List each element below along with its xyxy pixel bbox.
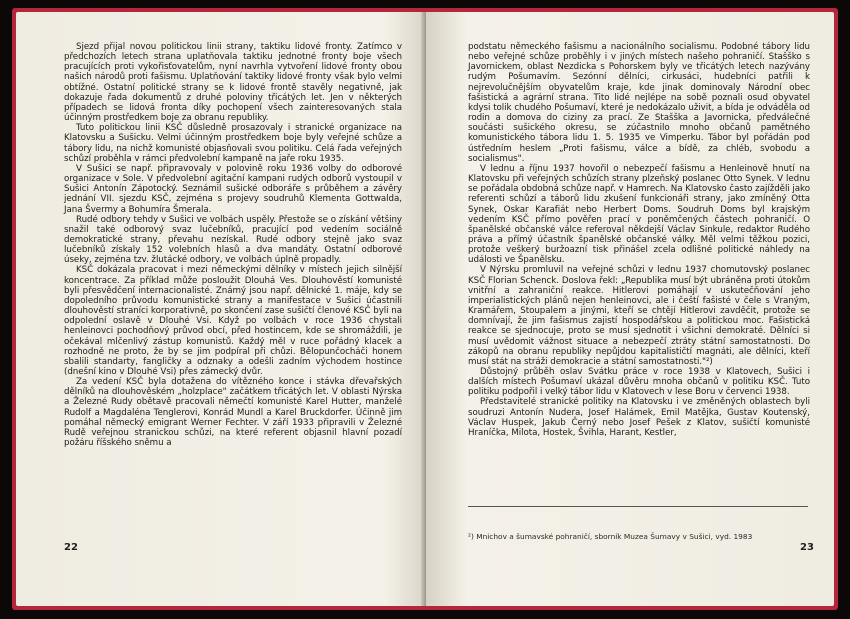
paragraph: Tuto politickou linii KSČ důsledně prosazovaly i stranické organizace na Klatovsku a Sušicku. Velmi účinným prostředkem boje byly veřejné schůze a tábory lidu, na nichž komunisté objasňovali svou politiku. Celá řada veřejných schůzí proběhla v rámci předvolební kampaně na jaře roku 1935. bbox=[64, 123, 402, 164]
paragraph: V Nýrsku promluvil na veřejné schůzi v lednu 1937 chomutovský poslanec KSČ Florian Schenck. Doslova řekl: „Republika musí být ubráněna proti útokům vnitřní a zahraniční reakce. Hitlerovi pomáhají v uskutečňování jeho imperialistických plánů nejen henleinovci, ale i čeští fašisté v čele s Vraným, Kramářem, Stoupalem a jinými, kteří se chtějí Hitlerovi zavděčit, protože se domnívají, že jim fašismus zajistí hospodářskou a politickou moc. Fašistická reakce se sjednocuje, proto se musí sjednotit i všichni demokraté. Dělníci si musí uvědomit vážnost situace a nebezpečí ztráty státní samostatnosti. Do zákopů na obranu republiky nepůjdou kapitalističtí magnáti, ale dělníci, kteří musí stát na stráži demokracie a státní samostatnosti."²) bbox=[468, 265, 810, 367]
paragraph: V lednu a říjnu 1937 hovořil o nebezpečí fašismu a Henleinově hnutí na Klatovsku při veřejných schůzích strany plzeňský poslanec Otto Synek. V lednu se pořádala obdobná schůze např. v Hamrech. Na Klatovsko často zajížděli jako referenti schůzí a táborů lidu zkušení funkcionáři strany, jako zmíněný Otta Synek, Oskar Karafiát nebo Herbert Doms. Soudruh Doms byl krajským vedením KSČ přímo pověřen prací v poněmčených částech pohraničí. O španělské občanské válce referoval někdejší Václav Sinkule, redaktor Rudého práva a přímý účastník španělské občanské války. Měl velmi těžkou pozici, protože veškerý buržoazní tisk přinášel zcela odlišné politické náhledy na události ve Španělsku. bbox=[468, 163, 810, 266]
open-book bbox=[12, 8, 838, 610]
footnote-divider bbox=[468, 506, 808, 507]
paragraph: Sjezd přijal novou politickou linii strany, taktiku lidové fronty. Zatímco v předchozích letech strana uplatňovala taktiku jednotné fronty boje všech pracujících proti vykořisťovatelům, nyní navrhla vytvoření lidové fronty obou našich národů proti fašismu. Uplatňování taktiky lidové fronty však bylo velmi obtížné. Ostatní politické strany se k lidové frontě stavěly negativně, jak dokazuje řada dokumentů z druhé poloviny třicátých let. Jen v některých případech se lidová fronta díky pochopení všech zainteresovaných stala účinným prostředkem boje za obranu republiky. bbox=[64, 42, 402, 124]
paragraph: KSČ dokázala pracovat i mezi německými dělníky v místech jejich silnější koncentrace. Za příklad může posloužit Dlouhá Ves. Dlouhověstí komunisté byli přesvědčení internacionalisté. Známý jsou např. dělnické 1. máje, kdy se dopoledního průvodu komunistické strany a manifestace v Sušici účastnili dlouhověstí straníci korporativně, po skončení zase sušičtí členové KSČ byli na odpolední oslavě v Dlouhé Vsi. Když po volbách v roce 1936 chystali henleinovci pochodňový průvod obcí, před hostincem, kde se shromáždili, je očekával mlčenlivý zástup komunistů. Každý měl v ruce pořádný klacek a rozhodně ne proto, že by se jim podpíral při chůzi. Bělopunčocháči honem sbalili standarty, fangličky a odznaky a odešli zadním východem hostince (dnešní kino v Dlouhé Vsi) přes zámecký dvůr. bbox=[64, 265, 402, 377]
paragraph: V Sušici se např. připravovaly v polovině roku 1936 volby do odborové organizace v Sole. V předvolební agitační kampani rudých odborů vystoupil v Sušici Antonín Zápotocký. Seznámil sušické odboráře s průběhem a závěry jednání VII. sjezdu KSČ, zejména s projevy soudruhů Klementa Gottwalda, Jana Švermy a Bohumíra Šmerala. bbox=[64, 163, 402, 215]
page-number: 22 bbox=[64, 542, 78, 553]
paragraph: Představitelé stranické politiky na Klatovsku i ve změněných oblastech byli soudruzi Antonín Nudera, Josef Halámek, Emil Matějka, Gustav Koutenský, Václav Huspek, Jakub Černý nebo Josef Pešek z Klatov, sušičtí komunisté Hraníčka, Milota, Hostek, Švihla, Harant, Kestler, bbox=[468, 397, 810, 438]
paragraph: Za vedení KSČ byla dotažena do vítězného konce i stávka dřevařských dělníků na dlouhověském „holzplace" začátkem třicátých let. V oblasti Nýrska a Železné Rudy obětavě pracovali němečtí komunisté Karel Hutter, manželé Rudolf a Magdaléna Tenglerovi, Konrád Mundl a Karel Bruckdorfer. Účinně jim pomáhal německý emigrant Werner Fechter. V září 1933 připravili v Železné Rudě veřejnou stranickou schůzi, na které referent objasnil hlavní pozadí požáru říšského sněmu a bbox=[64, 377, 402, 449]
paragraph: podstatu německého fašismu a nacionálního socialismu. Podobné tábory lidu nebo veřejné schůze proběhly i v jiných místech našeho pohraničí. Stašško s Javornickem, oblast Nezdicka s Pohorskem byly ve třicátých letech nazývány rudým Pošumavím. Sezónní dělníci, cirkusáci, hudebníci patřili k nejrevolučnějším obyvatelům kraje, kde jinak dominovaly Národní obec fašistická a agrární strana. Tito lidé nejlépe na sobě poznali osud obyvatel kdysi tolik chudého Pošumaví, které je nedokázalo uživit, a bída je odváděla od rodin a domova do ciziny za prací. Ze Stašška a Javornicka, předválečné součásti sušického okresu, se zúčastnilo mnoho občanů pamětného komunistického tábora lidu 1. 5. 1935 ve Vimperku. Tábor byl pořádán pod ústředním heslem „Proti fašismu, válce a bídě, za chléb, svobodu a socialismus". bbox=[468, 42, 810, 164]
paragraph: Rudé odbory tehdy v Sušici ve volbách uspěly. Přestože se o získání většiny snažil také odborový svaz lučebníků, pracující pod vedením sociálně demokratické strany, převahu nezískal. Rudé odbory stejně jako svaz lučebníků získaly 152 volebních hlasů a dva mandáty. Ostatní odborové úseky, zejména tzv. žlutácké odbory, ve volbách úplně propadly. bbox=[64, 214, 402, 266]
paragraph: Důstojný průběh oslav Svátku práce v roce 1938 v Klatovech, Sušici i dalších místech Pošumaví ukázal důvěru mnoha občanů v politiku KSČ. Tuto politiku podpořil i velký tábor lidu v Klatovech v lese Boru v červenci 1938. bbox=[468, 367, 810, 398]
footnote: ²) Mnichov a šumavské pohraničí, sborník Muzea Šumavy v Sušici, vyd. 1983 bbox=[468, 532, 753, 541]
left-page-body bbox=[64, 42, 402, 448]
page-number: 23 bbox=[800, 542, 814, 553]
right-page-body bbox=[468, 42, 810, 438]
right-page bbox=[426, 12, 834, 606]
left-page bbox=[16, 12, 426, 606]
